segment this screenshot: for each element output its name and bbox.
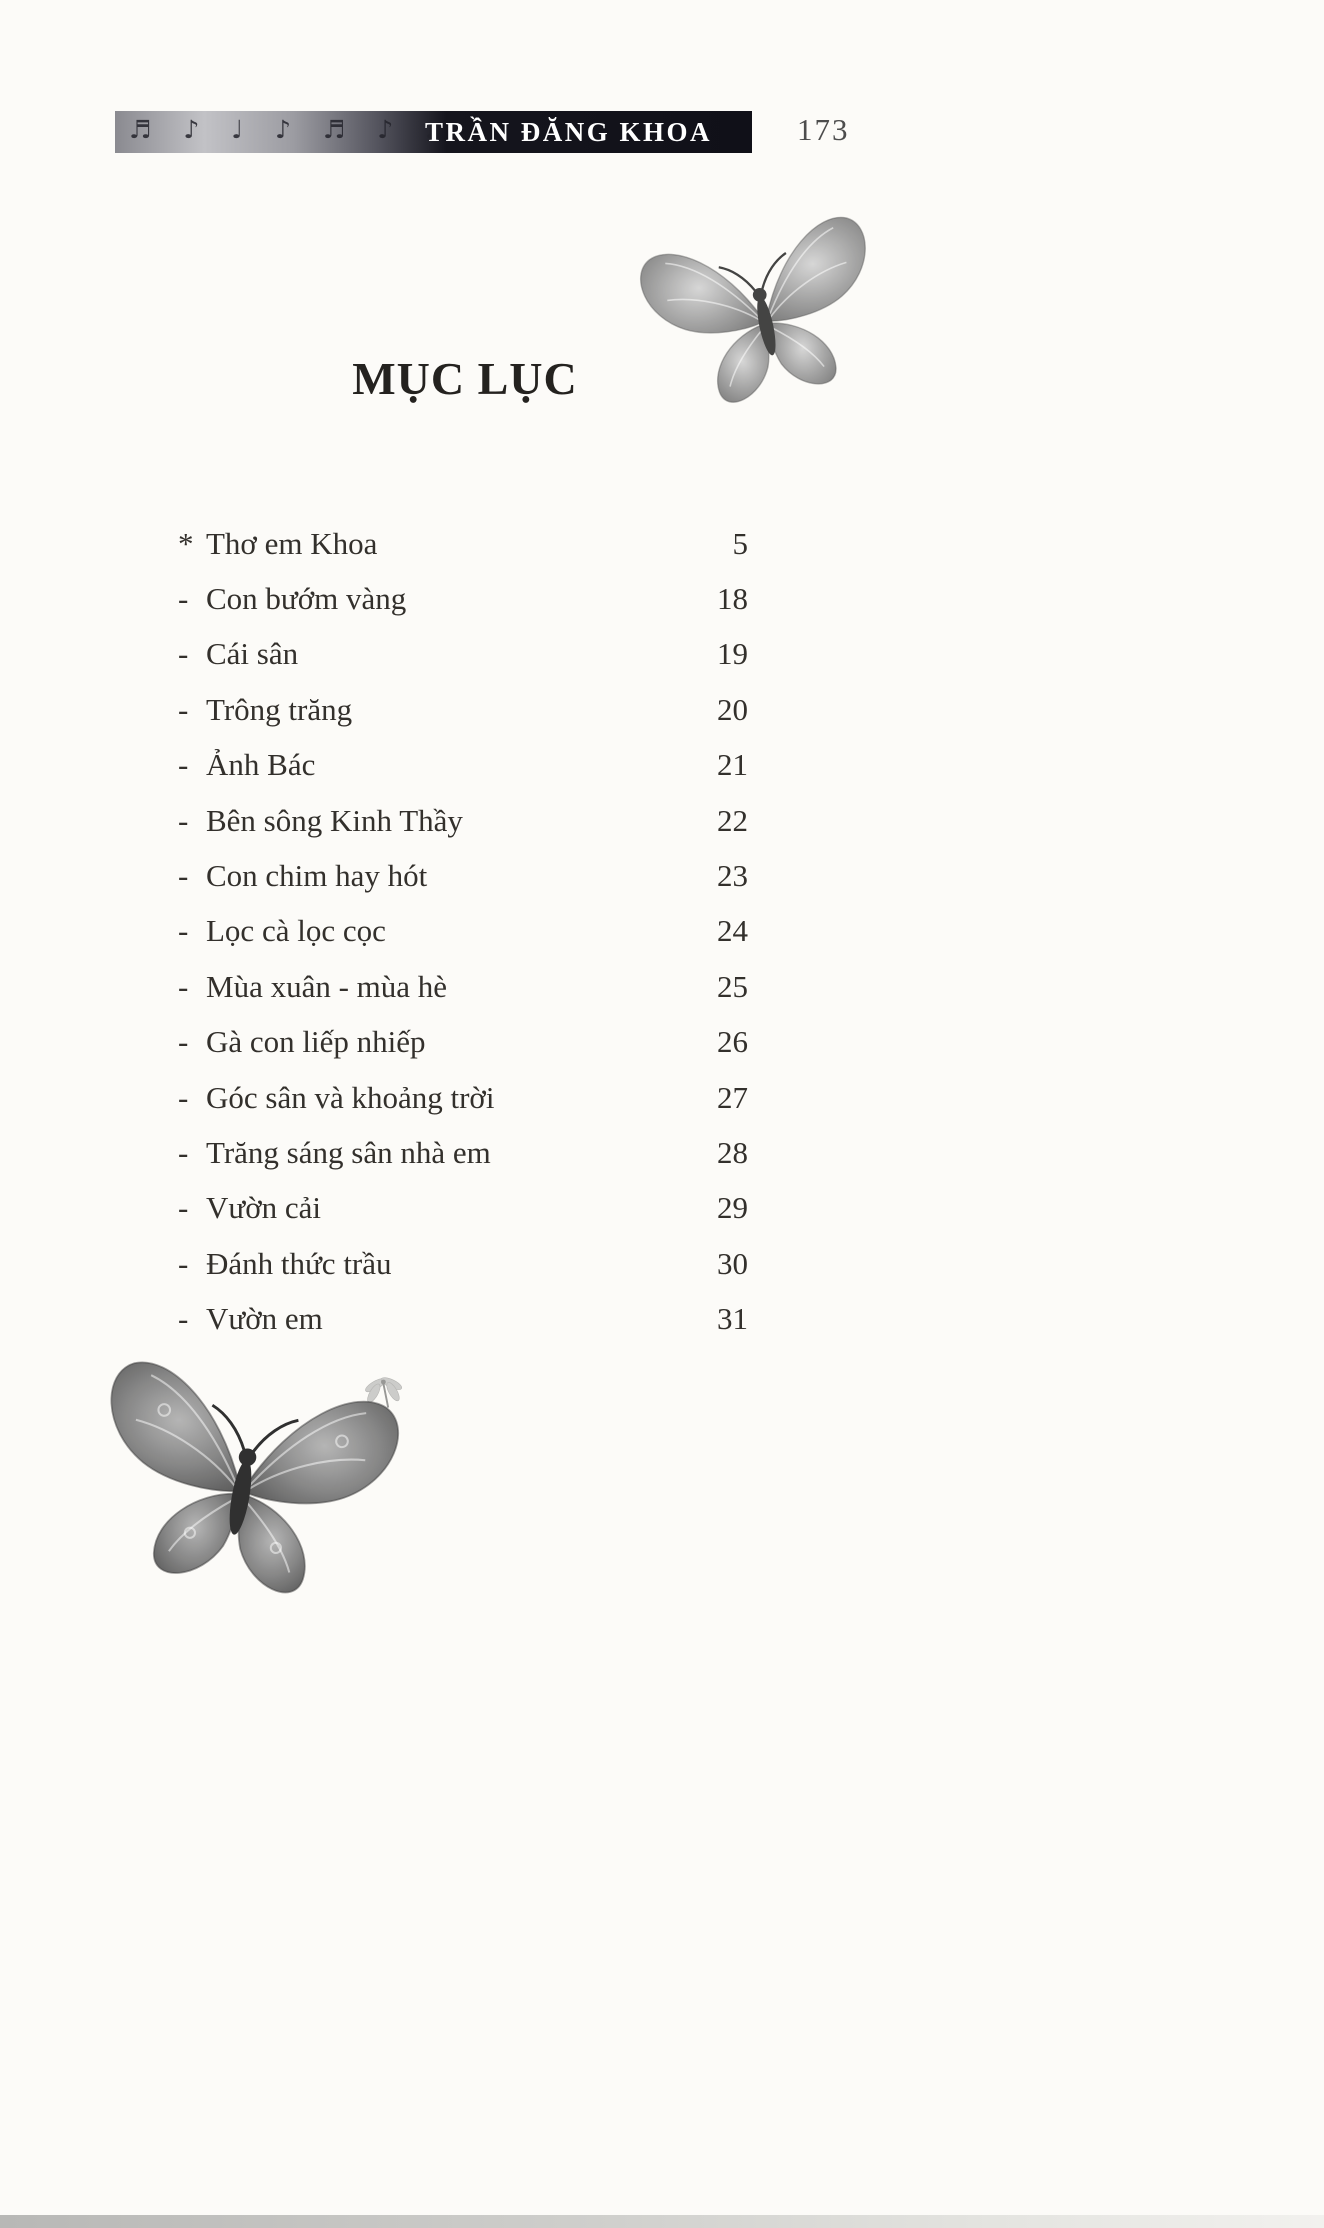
toc-title: Trăng sáng sân nhà em	[206, 1134, 491, 1170]
toc-row	[178, 571, 748, 626]
toc-page-number: 24	[717, 913, 748, 949]
toc-marker: -	[178, 1301, 189, 1337]
toc-title: Ảnh Bác	[206, 747, 316, 783]
toc-page-number: 5	[732, 525, 748, 561]
toc-marker: -	[178, 1024, 189, 1060]
toc-title: Con chim hay hót	[206, 858, 428, 894]
toc-marker: -	[178, 636, 189, 672]
toc-marker: -	[178, 802, 189, 838]
toc-page-number: 31	[717, 1301, 748, 1337]
toc-page-number: 27	[717, 1079, 748, 1115]
toc-marker: -	[178, 1190, 189, 1226]
toc-marker: -	[178, 747, 189, 783]
toc-row	[178, 627, 748, 682]
toc-row	[178, 1236, 748, 1291]
toc-page-number: 26	[717, 1024, 748, 1060]
toc-row	[178, 793, 748, 848]
toc-marker: -	[178, 1245, 189, 1281]
toc-title: Trông trăng	[206, 691, 353, 727]
header-author-title: TRẦN ĐĂNG KHOA	[424, 116, 712, 147]
toc-row	[178, 682, 748, 737]
toc-row	[178, 738, 748, 793]
toc-row	[178, 904, 748, 959]
toc-title: Góc sân và khoảng trời	[206, 1079, 495, 1115]
toc-row	[178, 848, 748, 903]
toc-title: Gà con liếp nhiếp	[206, 1024, 426, 1060]
toc-marker: -	[178, 691, 189, 727]
toc-title: Vườn cải	[206, 1190, 321, 1226]
toc-page-number: 21	[717, 747, 748, 783]
toc-title: Con bướm vàng	[206, 581, 407, 617]
toc-row	[178, 959, 748, 1014]
toc-title: Đánh thức trầu	[206, 1245, 392, 1281]
toc-title: Vườn em	[206, 1301, 323, 1337]
header-band	[115, 111, 752, 153]
music-notes-icon: ♬ ♪ ♩ ♪ ♬ ♪ ♩	[129, 115, 449, 144]
toc-marker: -	[178, 968, 189, 1004]
butterfly-image	[62, 1326, 425, 1640]
toc-row	[178, 1070, 748, 1125]
toc-page-number: 28	[717, 1134, 748, 1170]
toc-page-number: 20	[717, 691, 748, 727]
toc-title: Lọc cà lọc cọc	[206, 913, 386, 949]
toc-row	[178, 1125, 748, 1180]
toc-marker: *	[178, 525, 194, 561]
toc-marker: -	[178, 913, 189, 949]
page-title: MỤC LỤC	[352, 353, 578, 404]
toc-page-number: 25	[717, 968, 748, 1004]
toc-marker: -	[178, 581, 189, 617]
toc-page-number: 19	[717, 636, 748, 672]
toc-marker: -	[178, 1079, 189, 1115]
toc-list	[178, 516, 748, 1347]
toc-page-number: 22	[717, 802, 748, 838]
toc-title: Bên sông Kinh Thầy	[206, 802, 463, 838]
toc-page-number: 29	[717, 1190, 748, 1226]
toc-title: Thơ em Khoa	[206, 525, 378, 561]
toc-page-number: 18	[717, 581, 748, 617]
toc-row	[178, 1291, 748, 1346]
toc-page-number: 30	[717, 1245, 748, 1281]
toc-title: Mùa xuân - mùa hè	[206, 968, 448, 1004]
page-number: 173	[797, 112, 850, 147]
toc-row	[178, 516, 748, 571]
toc-row	[178, 1015, 748, 1070]
scan-edge-strip	[0, 2215, 1324, 2228]
toc-page-number: 23	[717, 858, 748, 894]
toc-title: Cái sân	[206, 636, 299, 672]
toc-row	[178, 1181, 748, 1236]
toc-marker: -	[178, 1134, 189, 1170]
toc-marker: -	[178, 858, 189, 894]
